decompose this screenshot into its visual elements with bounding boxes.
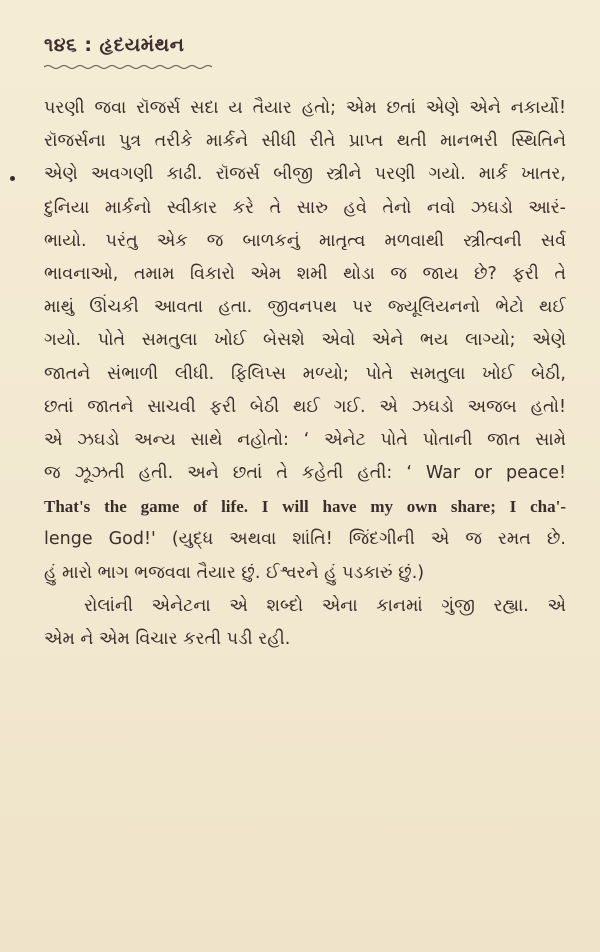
text-line: પરણી જવા રૉજર્સ સદા ય તૈયાર હતો; એમ છતાં એણે એને નકાર્યો! xyxy=(44,98,566,118)
text-line: ગયો. પોતે સમતુલા ખોઈ બેસશે એવો એને ભય લાગ્યો; એણે xyxy=(44,330,566,351)
margin-dot xyxy=(10,176,15,181)
page-header: ૧૪૬ : હૃદયમંથન xyxy=(44,34,185,56)
text-line: lenge God!' (યુદ્ધ અથવા શાંતિ! જિંદગીની એ જ રમત છે. xyxy=(44,529,566,550)
text-line: માથું ઊંચકી આવતા હતા. જીવનપથ પર જ્યૂલિયનનો ભેટો થઈ xyxy=(44,297,566,318)
text-line: દુનિયા માર્કનો સ્વીકાર કરે તે સારુ હવે તેનો નવો ઝઘડો આરં- xyxy=(44,197,566,218)
text-line: જાતને સંભાળી લીધી. ફિલિપ્સ મળ્યો; પોતે સમતુલા ખોઈ બેઠી, xyxy=(44,363,566,384)
text-line: હું મારો ભાગ ભજવવા તૈયાર છું. ઈશ્વરને હું પડકારું છું.) xyxy=(44,562,425,583)
text-line: એ ઝઘડો અન્ય સાથે નહોતો: ‘ એનેટ પોતે પોતાની જાત સામે xyxy=(44,429,566,450)
text-line: ભાવનાઓ, તમામ વિકારો એમ શમી થોડા જ જાય છે? ફરી તે xyxy=(44,263,566,284)
text-line: એણે અવગણી કાઢી. રૉજર્સ બીજી સ્ત્રીને પરણી ગયો. માર્ક ખાતર, xyxy=(44,164,566,185)
text-line-paragraph-start: રોલાંની એનેટના એ શબ્દો એના કાનમાં ગુંજી રહ્યા. એ xyxy=(84,595,566,616)
header-wavy-underline xyxy=(44,64,214,70)
body-text xyxy=(44,92,566,656)
text-line: રૉજર્સના પુત્ર તરીકે માર્કને સીધી રીતે પ્રાપ્ત થતી માનભરી સ્થિતિને xyxy=(44,131,566,152)
text-line: એમ ને એમ વિચાર કરતી પડી રહી. xyxy=(44,629,291,649)
text-line: ભાયો. પરંતુ એક જ બાળકનું માતૃત્વ મળવાથી સ્ત્રીત્વની સર્વ xyxy=(44,230,566,251)
text-line: છતાં જાતને સાચવી ફરી બેઠી થઈ ગઈ. એ ઝઘડો અજબ હતો! xyxy=(44,396,566,417)
text-line-english: That's the game of life. I will have my own share; I cha'- xyxy=(44,497,566,517)
text-line: જ ઝૂઝતી હતી. અને છતાં તે કહેતી હતી: ‘ War or peace! xyxy=(44,463,566,484)
